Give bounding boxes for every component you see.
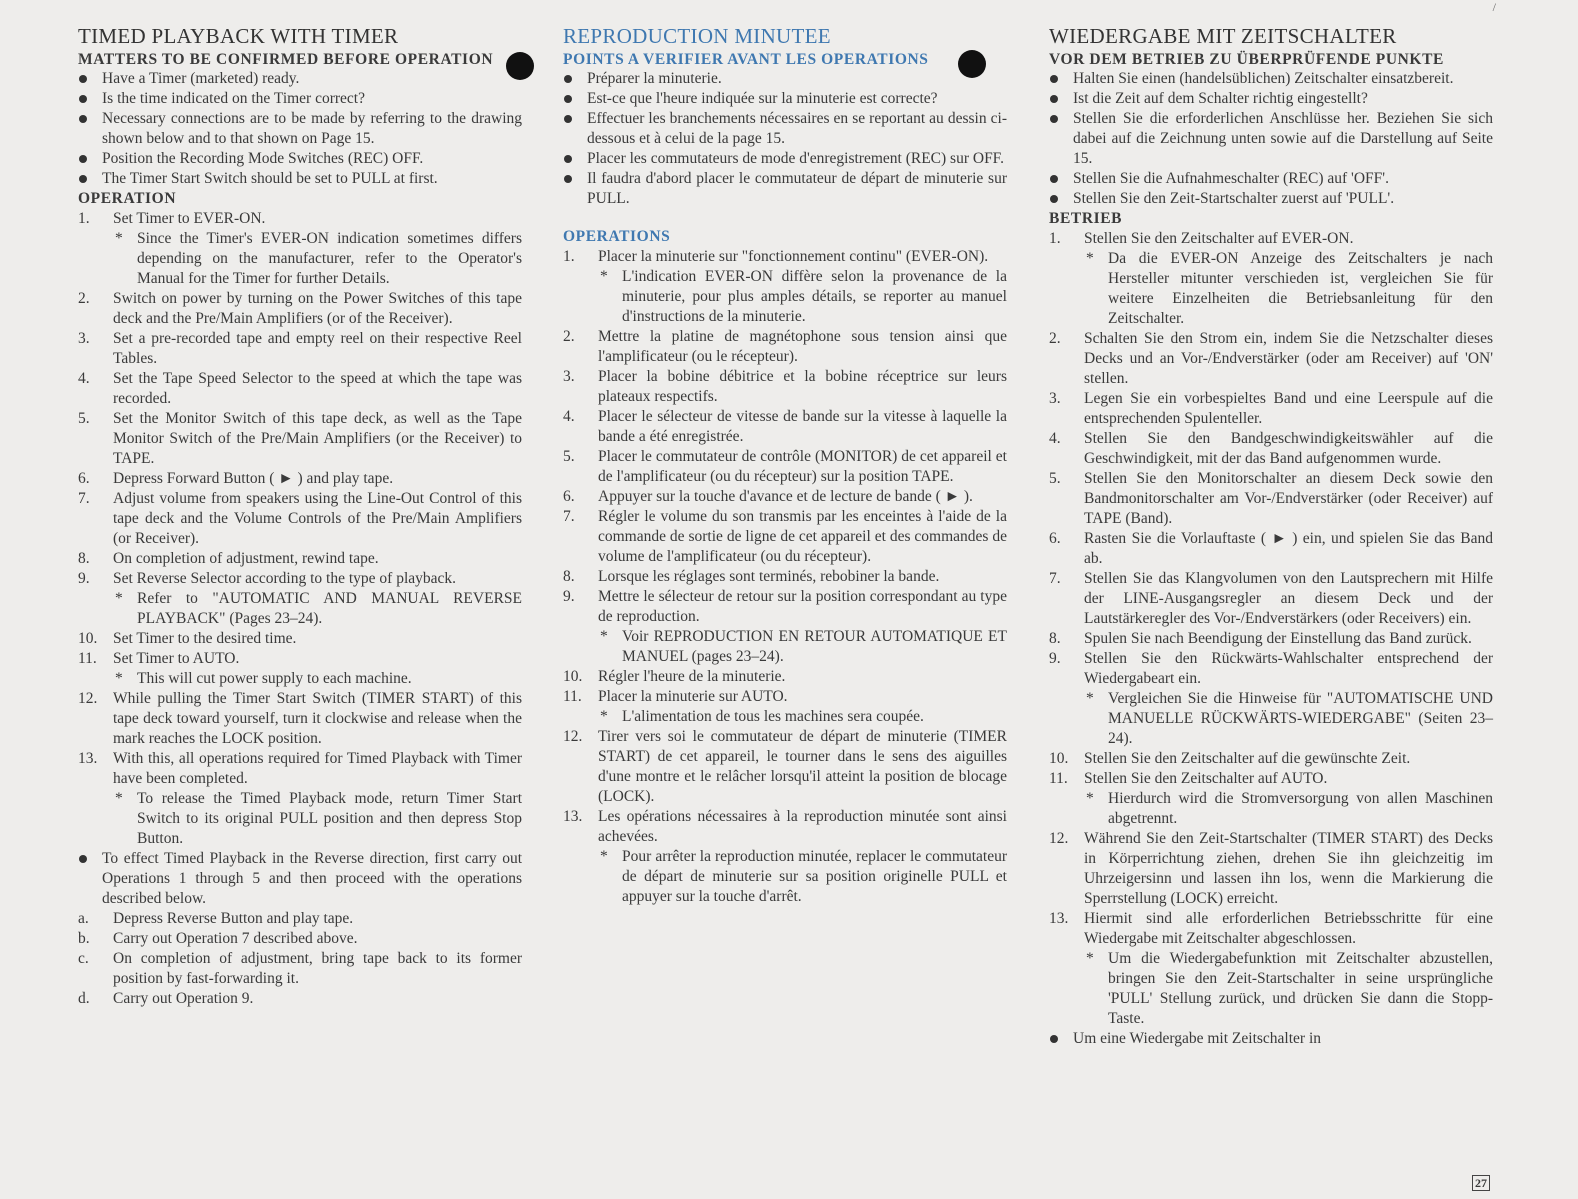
step-text: Régler le volume du son transmis par les enceintes à l'aide de la commande de sortie de ligne de cet appareil et des commandes de volume de l'amplificateur (ou du récepteur). — [598, 508, 1007, 565]
step-text: Stellen Sie den Zeitschalter auf die gewünschte Zeit. — [1084, 750, 1411, 767]
step-text: Placer le commutateur de contrôle (MONITOR) de cet appareil et de l'amplificateur (ou du récepteur) sur la position TAPE. — [598, 448, 1007, 485]
step-number: d. — [78, 990, 90, 1007]
step-text: Set the Monitor Switch of this tape deck, as well as the Tape Monitor Switch of the Pre/Main Amplifiers (or the Receiver) to TAPE. — [113, 410, 522, 467]
step-item — [1049, 629, 1493, 649]
step-item — [1049, 429, 1493, 469]
step-text: Stellen Sie das Klangvolumen von den Lautsprechern mit Hilfe der LINE-Ausgangsregler an diesem Deck und der Lautstärkeregler des Vor-/Endverstärkers (oder Receivers) ein. — [1084, 570, 1493, 627]
checklist-item: Stellen Sie den Zeit-Startschalter zuerst auf 'PULL'. — [1049, 189, 1493, 209]
step-item — [563, 727, 1007, 807]
step-text: Stellen Sie den Zeitschalter auf EVER-ON. — [1084, 230, 1354, 247]
step-note: * Pour arrêter la reproduction minutée, replacer le commutateur de départ de minuterie sur sa position originelle PULL et appuyer sur la touche d'arrêt. — [598, 847, 1007, 907]
step-number: 12. — [1049, 830, 1069, 847]
step-number: 9. — [1049, 650, 1061, 667]
step-text: Placer la bobine débitrice et la bobine réceptrice sur leurs plateaux respectifs. — [598, 368, 1007, 405]
step-item — [1049, 569, 1493, 629]
step-item — [78, 949, 522, 989]
step-note: * L'indication EVER-ON diffère selon la provenance de la minuterie, pour plus amples détails, se reporter au manuel d'instructions de la minuterie. — [598, 267, 1007, 327]
step-number: 2. — [1049, 330, 1061, 347]
step-text: Placer la minuterie sur "fonctionnement continu" (EVER-ON). — [598, 248, 989, 265]
step-text: Set a pre-recorded tape and empty reel on their respective Reel Tables. — [113, 330, 522, 367]
step-number: 11. — [1049, 770, 1068, 787]
checklist-item: Stellen Sie die erforderlichen Anschlüsse her. Beziehen Sie sich dabei auf die Zeichnung unten sowie auf die Darstellung auf Seite 15. — [1049, 109, 1493, 169]
step-note: * L'alimentation de tous les machines sera coupée. — [598, 707, 1007, 727]
step-number: 1. — [563, 248, 575, 265]
step-item — [563, 807, 1007, 907]
step-text: While pulling the Timer Start Switch (TIMER START) of this tape deck toward yourself, turn it clockwise and release when the mark reaches the LOCK position. — [113, 690, 522, 747]
step-item — [78, 489, 522, 549]
step-number: 8. — [78, 550, 90, 567]
german-checklist — [1049, 69, 1493, 209]
step-number: 9. — [78, 570, 90, 587]
step-text: Stellen Sie den Monitorschalter an diesem Deck sowie den Bandmonitorschalter am Vor-/Endverstärker (oder Receiver) auf TAPE (Band). — [1084, 470, 1493, 527]
step-item — [563, 247, 1007, 327]
step-number: c. — [78, 950, 89, 967]
checklist-item: Is the time indicated on the Timer correct? — [78, 89, 522, 109]
step-text: Spulen Sie nach Beendigung der Einstellung das Band zurück. — [1084, 630, 1472, 647]
french-subtitle: POINTS A VERIFIER AVANT LES OPERATIONS — [563, 51, 929, 68]
step-item — [78, 569, 522, 629]
step-number: 12. — [78, 690, 98, 707]
step-text: Set Reverse Selector according to the type of playback. — [113, 570, 457, 587]
step-number: 6. — [78, 470, 90, 487]
checklist-item: Stellen Sie die Aufnahmeschalter (REC) auf 'OFF'. — [1049, 169, 1493, 189]
english-column — [78, 22, 522, 1009]
english-title: TIMED PLAYBACK WITH TIMER — [78, 24, 399, 48]
french-title: REPRODUCTION MINUTEE — [563, 24, 831, 48]
step-item — [563, 567, 1007, 587]
corner-mark: / — [1492, 0, 1496, 14]
step-text: Hiermit sind alle erforderlichen Betriebsschritte für eine Wiedergabe mit Zeitschalter abgeschlossen. — [1084, 910, 1493, 947]
step-number: 5. — [1049, 470, 1061, 487]
step-note: * Voir REPRODUCTION EN RETOUR AUTOMATIQUE ET MANUEL (pages 23–24). — [598, 627, 1007, 667]
german-reverse-bullet-list — [1049, 1029, 1493, 1049]
checklist-item: Placer les commutateurs de mode d'enregistrement (REC) sur OFF. — [563, 149, 1007, 169]
step-text: Placer la minuterie sur AUTO. — [598, 688, 788, 705]
list-item: Um eine Wiedergabe mit Zeitschalter in — [1049, 1029, 1493, 1049]
step-number: 10. — [563, 668, 583, 685]
english-steps — [78, 209, 522, 849]
step-text: Set Timer to AUTO. — [113, 650, 240, 667]
step-text: Placer le sélecteur de vitesse de bande sur la vitesse à laquelle la bande a été enregistrée. — [598, 408, 1007, 445]
step-number: 13. — [1049, 910, 1069, 927]
step-note: * Um die Wiedergabefunktion mit Zeitschalter abzustellen, bringen Sie den Zeit-Startschalter in seine ursprüngliche 'PULL' Stellung zurück, und drücken Sie dann die Stopp-Taste. — [1084, 949, 1493, 1029]
step-item — [563, 407, 1007, 447]
step-item — [78, 989, 522, 1009]
step-text: Lorsque les réglages sont terminés, rebobiner la bande. — [598, 568, 940, 585]
step-item — [78, 369, 522, 409]
step-item — [78, 289, 522, 329]
step-text: Depress Forward Button ( ► ) and play tape. — [113, 470, 394, 487]
step-text: Mettre le sélecteur de retour sur la position correspondant au type de reproduction. — [598, 588, 1007, 625]
step-text: Carry out Operation 7 described above. — [113, 930, 358, 947]
step-number: 9. — [563, 588, 575, 605]
step-number: 3. — [563, 368, 575, 385]
step-item — [563, 447, 1007, 487]
step-number: 11. — [78, 650, 97, 667]
step-number: 7. — [563, 508, 575, 525]
step-item — [1049, 329, 1493, 389]
step-number: 11. — [563, 688, 582, 705]
step-item — [78, 929, 522, 949]
step-text: On completion of adjustment, rewind tape. — [113, 550, 379, 567]
step-text: Rasten Sie die Vorlauftaste ( ► ) ein, und spielen Sie das Band ab. — [1084, 530, 1493, 567]
checklist-item: Il faudra d'abord placer le commutateur de départ de minuterie sur PULL. — [563, 169, 1007, 209]
checklist-item: Have a Timer (marketed) ready. — [78, 69, 522, 89]
step-number: 2. — [563, 328, 575, 345]
step-number: 5. — [78, 410, 90, 427]
german-subtitle: VOR DEM BETRIEB ZU ÜBERPRÜFENDE PUNKTE — [1049, 51, 1444, 68]
checklist-item: Position the Recording Mode Switches (REC) OFF. — [78, 149, 522, 169]
checklist-item: Halten Sie einen (handelsüblichen) Zeitschalter einsatzbereit. — [1049, 69, 1493, 89]
step-item — [1049, 769, 1493, 829]
checklist-item: Préparer la minuterie. — [563, 69, 1007, 89]
step-item — [563, 487, 1007, 507]
step-item — [1049, 469, 1493, 529]
step-text: Set Timer to EVER-ON. — [113, 210, 266, 227]
step-number: b. — [78, 930, 90, 947]
step-number: 7. — [1049, 570, 1061, 587]
step-item — [563, 667, 1007, 687]
french-operation-heading: OPERATIONS — [563, 228, 671, 245]
step-item — [563, 687, 1007, 727]
step-note: * Refer to "AUTOMATIC AND MANUAL REVERSE PLAYBACK" (Pages 23–24). — [113, 589, 522, 629]
step-item — [1049, 649, 1493, 749]
step-text: Set Timer to the desired time. — [113, 630, 297, 647]
step-item — [78, 909, 522, 929]
step-text: Schalten Sie den Strom ein, indem Sie die Netzschalter dieses Decks und an Vor-/Endverstärker (oder am Receiver) auf 'ON' stellen. — [1084, 330, 1493, 387]
step-item — [78, 469, 522, 489]
step-number: a. — [78, 910, 89, 927]
english-subtitle: MATTERS TO BE CONFIRMED BEFORE OPERATION — [78, 51, 494, 68]
step-text: Legen Sie ein vorbespieltes Band und eine Leerspule auf die entsprechenden Spulenteller. — [1084, 390, 1493, 427]
german-column — [1049, 22, 1493, 1049]
step-number: 10. — [78, 630, 98, 647]
step-item — [1049, 529, 1493, 569]
french-checklist — [563, 69, 1007, 209]
step-number: 4. — [78, 370, 90, 387]
step-text: Régler l'heure de la minuterie. — [598, 668, 786, 685]
step-text: On completion of adjustment, bring tape back to its former position by fast-forwarding it. — [113, 950, 522, 987]
step-number: 12. — [563, 728, 583, 745]
step-number: 8. — [1049, 630, 1061, 647]
step-text: Stellen Sie den Rückwärts-Wahlschalter entsprechend der Wiedergabeart ein. — [1084, 650, 1493, 687]
step-note: * Vergleichen Sie die Hinweise für "AUTOMATISCHE UND MANUELLE RÜCKWÄRTS-WIEDERGABE" (Seiten 23–24). — [1084, 689, 1493, 749]
step-number: 2. — [78, 290, 90, 307]
step-text: Carry out Operation 9. — [113, 990, 254, 1007]
step-number: 8. — [563, 568, 575, 585]
english-checklist — [78, 69, 522, 189]
step-text: Während Sie den Zeit-Startschalter (TIMER START) des Decks in Körperrichtung ziehen, drehen Sie ihn gleichzeitig im Uhrzeigersinn und lassen ihn los, wenn die Markierung die Sperrstellung (LOCK) erreicht. — [1084, 830, 1493, 907]
step-text: Stellen Sie den Zeitschalter auf AUTO. — [1084, 770, 1328, 787]
step-number: 6. — [563, 488, 575, 505]
step-number: 1. — [1049, 230, 1061, 247]
binder-hole-dot — [506, 52, 534, 80]
step-text: Adjust volume from speakers using the Line-Out Control of this tape deck and the Volume Controls of the Pre/Main Amplifiers (or Receiver). — [113, 490, 522, 547]
step-text: Stellen Sie den Bandgeschwindigkeitswähler auf die Geschwindigkeit, mit der das Band aufgenommen wurde. — [1084, 430, 1493, 467]
french-steps — [563, 247, 1007, 907]
step-item — [78, 689, 522, 749]
step-text: With this, all operations required for Timed Playback with Timer have been completed. — [113, 750, 522, 787]
step-number: 10. — [1049, 750, 1069, 767]
checklist-item: Necessary connections are to be made by referring to the drawing shown below and to that shown on Page 15. — [78, 109, 522, 149]
binder-hole-dot — [958, 50, 986, 78]
step-text: Switch on power by turning on the Power Switches of this tape deck and the Pre/Main Amplifiers (or of the Receiver). — [113, 290, 522, 327]
step-item — [78, 649, 522, 689]
list-item: To effect Timed Playback in the Reverse direction, first carry out Operations 1 through 5 and then proceed with the operations described below. — [78, 849, 522, 909]
checklist-item: The Timer Start Switch should be set to PULL at first. — [78, 169, 522, 189]
step-item — [1049, 389, 1493, 429]
step-number: 1. — [78, 210, 90, 227]
step-item — [563, 587, 1007, 667]
step-item — [563, 507, 1007, 567]
step-note: * Hierdurch wird die Stromversorgung von allen Maschinen abgetrennt. — [1084, 789, 1493, 829]
step-number: 6. — [1049, 530, 1061, 547]
step-item — [78, 209, 522, 289]
step-item — [1049, 909, 1493, 1029]
step-note: * This will cut power supply to each machine. — [113, 669, 522, 689]
step-text: Set the Tape Speed Selector to the speed at which the tape was recorded. — [113, 370, 522, 407]
step-item — [563, 327, 1007, 367]
step-note: * To release the Timed Playback mode, return Timer Start Switch to its original PULL position and then depress Stop Button. — [113, 789, 522, 849]
step-number: 4. — [563, 408, 575, 425]
step-item — [78, 629, 522, 649]
step-number: 3. — [1049, 390, 1061, 407]
step-text: Appuyer sur la touche d'avance et de lecture de bande ( ► ). — [598, 488, 973, 505]
step-number: 13. — [78, 750, 98, 767]
step-number: 5. — [563, 448, 575, 465]
german-steps — [1049, 229, 1493, 1029]
step-text: Mettre la platine de magnétophone sous tension ainsi que l'amplificateur (ou le récepteur). — [598, 328, 1007, 365]
english-operation-heading: OPERATION — [78, 190, 177, 207]
step-item — [1049, 829, 1493, 909]
checklist-item: Effectuer les branchements nécessaires en se reportant au dessin ci-dessous et à celui de la page 15. — [563, 109, 1007, 149]
step-item — [1049, 229, 1493, 329]
step-item — [563, 367, 1007, 407]
page-number: 27 — [1472, 1175, 1490, 1191]
step-item — [78, 749, 522, 849]
german-operation-heading: BETRIEB — [1049, 210, 1123, 227]
step-text: Depress Reverse Button and play tape. — [113, 910, 354, 927]
step-item — [78, 409, 522, 469]
step-number: 3. — [78, 330, 90, 347]
step-text: Tirer vers soi le commutateur de départ de minuterie (TIMER START) de cet appareil, le tourner dans le sens des aiguilles d'une montre et le relâcher lorsqu'il atteint la position de blocage (LOCK). — [598, 728, 1007, 805]
english-reverse-steps — [78, 909, 522, 1009]
checklist-item: Ist die Zeit auf dem Schalter richtig eingestellt? — [1049, 89, 1493, 109]
step-number: 4. — [1049, 430, 1061, 447]
step-item — [78, 549, 522, 569]
step-note: * Since the Timer's EVER-ON indication sometimes differs depending on the manufacturer, refer to the Operator's Manual for the Timer for further Details. — [113, 229, 522, 289]
step-number: 7. — [78, 490, 90, 507]
german-title: WIEDERGABE MIT ZEITSCHALTER — [1049, 24, 1397, 48]
step-item — [78, 329, 522, 369]
step-item — [1049, 749, 1493, 769]
english-reverse-bullet-list — [78, 849, 522, 909]
checklist-item: Est-ce que l'heure indiquée sur la minuterie est correcte? — [563, 89, 1007, 109]
step-number: 13. — [563, 808, 583, 825]
step-note: * Da die EVER-ON Anzeige des Zeitschalters je nach Hersteller mitunter verschieden ist, vergleichen Sie für weitere Einzelheiten die Betriebsanleitung für den Zeitschalter. — [1084, 249, 1493, 329]
step-text: Les opérations nécessaires à la reproduction minutée sont ainsi achevées. — [598, 808, 1007, 845]
french-column — [563, 22, 1007, 907]
